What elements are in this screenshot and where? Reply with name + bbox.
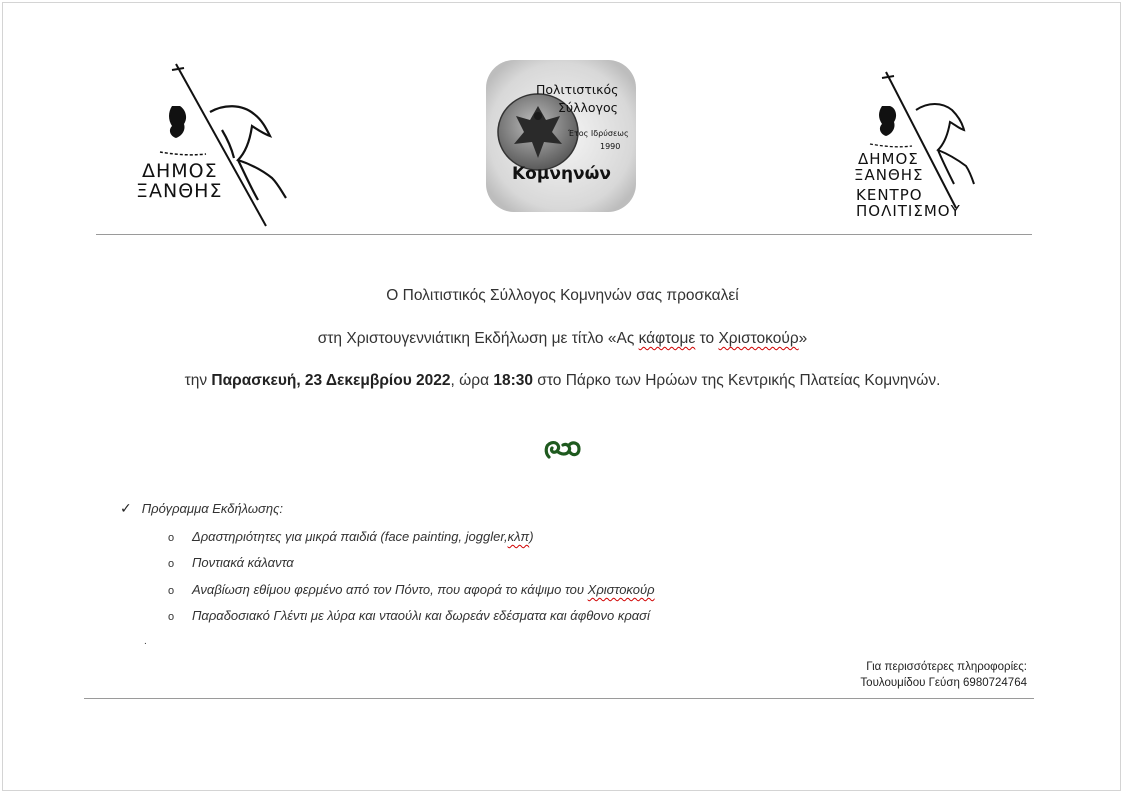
program-title — [120, 500, 283, 517]
trailing-dot: . — [144, 636, 147, 647]
invitation-line-2-prefix: στη Χριστουγεννιάτικη Εκδήλωση με τίτλο «Ας — [317, 330, 639, 347]
list-item — [168, 582, 655, 597]
invitation-line-3-prefix: την — [184, 372, 212, 389]
list-item-text: Παραδοσιακό Γλέντι με λύρα και νταούλι και δωρεάν εδέσματα και άφθονο κρασί — [192, 608, 650, 623]
center-logo-year: 1990 — [600, 142, 621, 151]
bullet-icon: o — [168, 558, 175, 570]
list-item-after: ) — [529, 529, 534, 544]
event-time: 18:30 — [493, 372, 533, 389]
invitation-line-2-mid: το — [695, 330, 719, 347]
left-logo-line1: ΔΗΜΟΣ — [142, 160, 218, 182]
invitation-line-2-word2: Χριστοκούρ — [718, 330, 799, 347]
header-divider — [96, 234, 1032, 235]
invitation-line-3-mid: , ώρα — [450, 372, 494, 389]
invitation-line-3-suffix: στο Πάρκο των Ηρώων της Κεντρικής Πλατείας Κομνηνών. — [533, 372, 941, 389]
center-logo-line2: Σύλλογος — [558, 100, 618, 115]
floral-ornament-icon — [543, 437, 581, 468]
right-logo-line3: ΚΕΝΤΡΟ — [856, 186, 923, 204]
center-logo-name: Κομνηνών — [512, 164, 611, 184]
right-logo — [852, 68, 982, 224]
bullet-icon: o — [168, 611, 175, 623]
left-logo — [132, 60, 292, 230]
center-logo-line1: Πολιτιστικός — [536, 82, 619, 97]
center-logo — [486, 60, 636, 212]
check-icon: ✓ — [120, 500, 132, 516]
invitation-line-1 — [0, 287, 1125, 305]
contact-label: Για περισσότερες πληροφορίες: — [866, 661, 1027, 673]
horse-rider-icon — [132, 60, 292, 230]
bullet-icon: o — [168, 585, 175, 597]
list-item-text: Δραστηριότητες για μικρά παιδιά (face painting, joggler, — [192, 529, 508, 544]
bullet-icon: o — [168, 532, 175, 544]
invitation-line-2-word1: κάφτομε — [638, 330, 696, 347]
contact-person: Τουλουμίδου Γεύση 6980724764 — [860, 677, 1027, 689]
list-item-text: Ποντιακά κάλαντα — [192, 555, 294, 570]
center-logo-line3: Έτος Ιδρύσεως — [568, 129, 629, 138]
right-logo-line2: ΞΑΝΘΗΣ — [854, 166, 924, 184]
footer-divider — [84, 698, 1034, 699]
left-logo-line2: ΞΑΝΘΗΣ — [136, 180, 223, 202]
list-item — [168, 608, 650, 623]
invitation-line-1-text: Ο Πολιτιστικός Σύλλογος Κομνηνών σας προσκαλεί — [386, 287, 739, 304]
right-logo-line1: ΔΗΜΟΣ — [858, 150, 919, 168]
list-item-squiggle: κλπ — [507, 529, 530, 544]
invitation-line-2 — [0, 330, 1125, 348]
invitation-line-3 — [0, 372, 1125, 390]
list-item-squiggle: Χριστοκούρ — [587, 582, 655, 597]
list-item-text: Αναβίωση εθίμου φερμένο από τον Πόντο, που αφορά το κάψιμο του — [192, 582, 588, 597]
right-logo-line4: ΠΟΛΙΤΙΣΜΟΥ — [856, 202, 961, 220]
list-item — [168, 529, 534, 544]
list-item — [168, 555, 294, 570]
program-title-text: Πρόγραμμα Εκδήλωσης: — [141, 501, 284, 516]
invitation-line-2-suffix: » — [798, 330, 808, 347]
event-date: Παρασκευή, 23 Δεκεμβρίου 2022 — [211, 372, 451, 389]
